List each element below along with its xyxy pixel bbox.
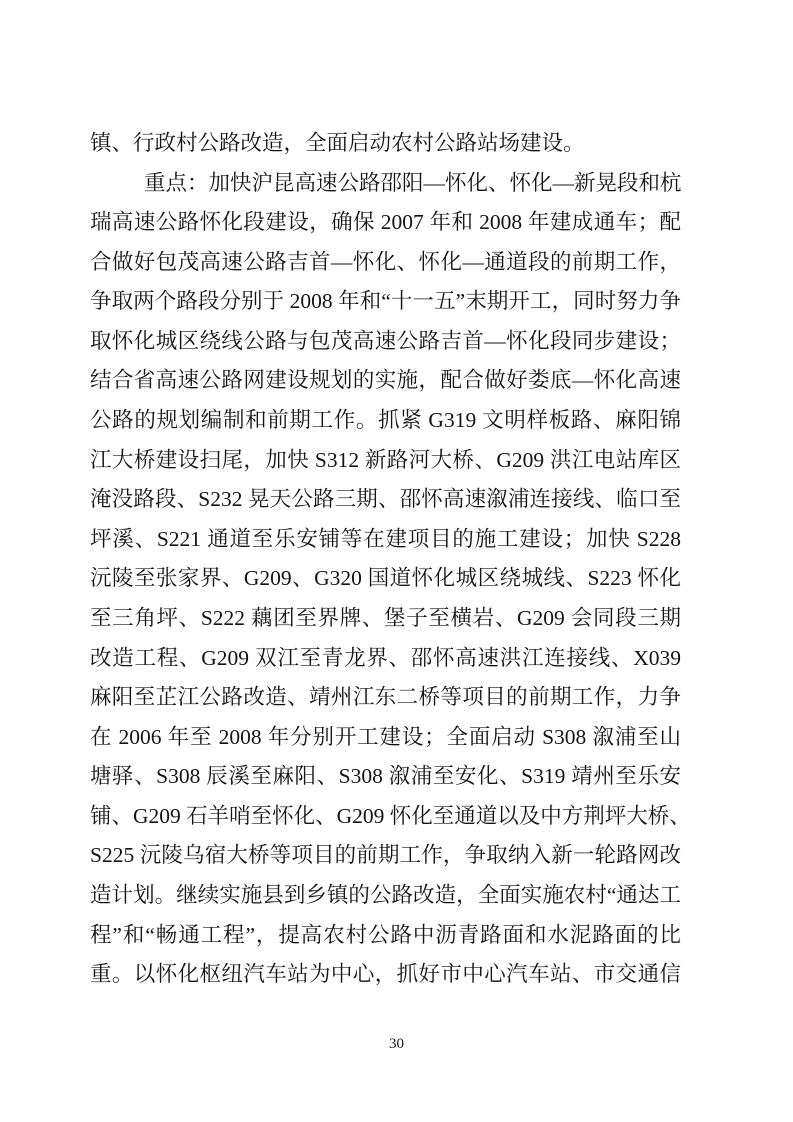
text-line: 改造工程、G209 双江至青龙界、邵怀高速洪江连接线、X039 bbox=[90, 645, 681, 670]
text-line: 铺、G209 石羊哨至怀化、G209 怀化至通道以及中方荆坪大桥、 bbox=[90, 803, 691, 828]
page-number: 30 bbox=[389, 1036, 404, 1052]
text-line: 塘驿、S308 辰溪至麻阳、S308 溆浦至安化、S319 靖州至乐安 bbox=[90, 764, 681, 789]
text-line: 江大桥建设扫尾，加快 S312 新路河大桥、G209 洪江电站库区 bbox=[90, 447, 681, 472]
text-line: 争取两个路段分别于 2008 年和“十一五”末期开工，同时努力争 bbox=[90, 289, 681, 314]
text-line: 在 2006 年至 2008 年分别开工建设；全面启动 S308 溆浦至山 bbox=[90, 724, 681, 749]
text-line: 造计划。继续实施县到乡镇的公路改造，全面实施农村“通达工 bbox=[90, 882, 681, 907]
text-line: 至三角坪、S222 藕团至界牌、堡子至横岩、G209 会同段三期 bbox=[90, 605, 681, 630]
text-line: S225 沅陵乌宿大桥等项目的前期工作，争取纳入新一轮路网改 bbox=[90, 843, 681, 868]
text-line: 公路的规划编制和前期工作。抓紧 G319 文明样板路、麻阳锦 bbox=[90, 408, 681, 433]
text-line: 结合省高速公路网建设规划的实施，配合做好娄底—怀化高速 bbox=[90, 368, 681, 393]
text-line: 麻阳至芷江公路改造、靖州江东二桥等项目的前期工作，力争 bbox=[90, 685, 681, 710]
text-line: 坪溪、S221 通道至乐安铺等在建项目的施工建设；加快 S228 bbox=[90, 526, 681, 551]
text-line: 瑞高速公路怀化段建设，确保 2007 年和 2008 年建成通车；配 bbox=[90, 210, 681, 235]
text-line: 沅陵至张家界、G209、G320 国道怀化城区绕城线、S223 怀化 bbox=[90, 566, 681, 591]
text-line: 淹没路段、S232 晃天公路三期、邵怀高速溆浦连接线、临口至 bbox=[90, 487, 681, 512]
text-line: 重点：加快沪昆高速公路邵阳—怀化、怀化—新晃段和杭 bbox=[144, 170, 682, 195]
text-line: 镇、行政村公路改造，全面启动农村公路站场建设。 bbox=[90, 131, 585, 155]
text-line: 程”和“畅通工程”，提高农村公路中沥青路面和水泥路面的比 bbox=[90, 922, 681, 947]
text-line: 合做好包茂高速公路吉首—怀化、怀化—通道段的前期工作， bbox=[90, 249, 681, 274]
text-line: 重。以怀化枢纽汽车站为中心，抓好市中心汽车站、市交通信 bbox=[90, 962, 681, 987]
text-line: 取怀化城区绕线公路与包茂高速公路吉首—怀化段同步建设； bbox=[90, 328, 681, 353]
document-body bbox=[90, 124, 691, 995]
